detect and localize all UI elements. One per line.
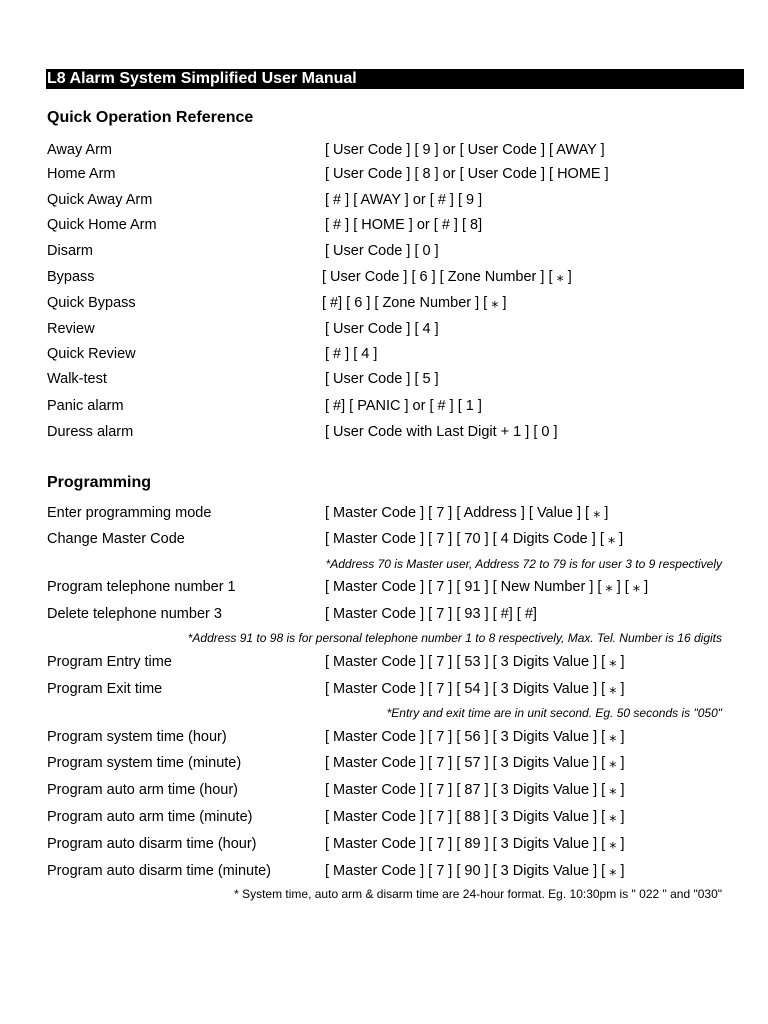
operation-label: Panic alarm <box>47 398 124 414</box>
key-sequence: [ Master Code ] [ 7 ] [ 91 ] [ New Number ] [ ⁎ ] [ ⁎ ] <box>325 579 649 595</box>
operation-label: Program auto disarm time (minute) <box>47 863 272 879</box>
reference-row-bypass <box>0 267 768 287</box>
programming-row-exit-time <box>0 679 768 699</box>
key-sequence: [ Master Code ] [ 7 ] [ 93 ] [ #] [ #] <box>325 606 537 622</box>
reference-row-duress-alarm <box>0 422 768 442</box>
key-sequence: [ User Code with Last Digit + 1 ] [ 0 ] <box>325 424 558 440</box>
key-sequence: [ Master Code ] [ 7 ] [ 54 ] [ 3 Digits Value ] [ ⁎ ] <box>325 681 625 697</box>
key-sequence: [ Master Code ] [ 7 ] [ 56 ] [ 3 Digits Value ] [ ⁎ ] <box>325 729 625 745</box>
key-sequence: [ User Code ] [ 9 ] or [ User Code ] [ AWAY ] <box>325 142 605 158</box>
reference-row-walk-test <box>0 369 768 389</box>
key-sequence: [ User Code ] [ 8 ] or [ User Code ] [ HOME ] <box>325 166 609 182</box>
reference-row-quick-away-arm <box>0 190 768 210</box>
operation-label: Away Arm <box>47 142 113 158</box>
programming-heading: Programming <box>47 474 152 491</box>
key-sequence: [ # ] [ HOME ] or [ # ] [ 8] <box>325 217 483 233</box>
programming-row-auto-disarm-hour <box>0 834 768 854</box>
key-sequence: [ Master Code ] [ 7 ] [ Address ] [ Value ] [ ⁎ ] <box>325 505 609 521</box>
key-sequence: [ Master Code ] [ 7 ] [ 89 ] [ 3 Digits Value ] [ ⁎ ] <box>325 836 625 852</box>
operation-label: Quick Bypass <box>47 295 136 311</box>
key-sequence: [ #] [ 6 ] [ Zone Number ] [ ⁎ ] <box>322 295 507 311</box>
key-sequence: [ # ] [ 4 ] <box>325 346 378 362</box>
operation-label: Delete telephone number 3 <box>47 606 222 622</box>
key-sequence: [ User Code ] [ 0 ] <box>325 243 439 259</box>
key-sequence: [ User Code ] [ 6 ] [ Zone Number ] [ ⁎ ] <box>322 269 572 285</box>
key-sequence: [ Master Code ] [ 7 ] [ 90 ] [ 3 Digits Value ] [ ⁎ ] <box>325 863 625 879</box>
quick-reference-heading: Quick Operation Reference <box>47 109 254 126</box>
operation-label: Program Entry time <box>47 654 172 670</box>
operation-label: Program auto disarm time (hour) <box>47 836 257 852</box>
operation-label: Program system time (minute) <box>47 755 242 771</box>
key-sequence: [ User Code ] [ 5 ] <box>325 371 439 387</box>
key-sequence: [ Master Code ] [ 7 ] [ 88 ] [ 3 Digits Value ] [ ⁎ ] <box>325 809 625 825</box>
programming-row-auto-arm-hour <box>0 780 768 800</box>
key-sequence: [ Master Code ] [ 7 ] [ 53 ] [ 3 Digits Value ] [ ⁎ ] <box>325 654 625 670</box>
operation-label: Program Exit time <box>47 681 163 697</box>
key-sequence: [ Master Code ] [ 7 ] [ 70 ] [ 4 Digits Code ] [ ⁎ ] <box>325 531 624 547</box>
reference-row-home-arm <box>0 164 768 184</box>
key-sequence: [ User Code ] [ 4 ] <box>325 321 439 337</box>
key-sequence: [ #] [ PANIC ] or [ # ] [ 1 ] <box>325 398 482 414</box>
operation-label: Quick Away Arm <box>47 192 153 208</box>
operation-label: Quick Home Arm <box>47 217 157 233</box>
reference-row-review <box>0 319 768 339</box>
footnote-telephone-addresses: *Address 91 to 98 is for personal telephone number 1 to 8 respectively, Max. Tel. Number is 16 digits <box>187 631 722 645</box>
programming-row-enter-mode <box>0 503 768 523</box>
operation-label: Review <box>47 321 95 337</box>
document-title: L8 Alarm System Simplified User Manual <box>46 69 744 89</box>
reference-row-disarm <box>0 241 768 261</box>
operation-label: Program auto arm time (hour) <box>47 782 238 798</box>
key-sequence: [ Master Code ] [ 7 ] [ 57 ] [ 3 Digits Value ] [ ⁎ ] <box>325 755 625 771</box>
footnote-address-users: *Address 70 is Master user, Address 72 to 79 is for user 3 to 9 respectively <box>325 557 722 571</box>
operation-label: Home Arm <box>47 166 116 182</box>
programming-row-system-time-minute <box>0 753 768 773</box>
programming-row-auto-arm-minute <box>0 807 768 827</box>
reference-row-quick-bypass <box>0 293 768 313</box>
operation-label: Bypass <box>47 269 95 285</box>
operation-label: Walk-test <box>47 371 107 387</box>
programming-row-auto-disarm-minute <box>0 861 768 881</box>
operation-label: Enter programming mode <box>47 505 212 521</box>
operation-label: Program telephone number 1 <box>47 579 236 595</box>
programming-row-system-time-hour <box>0 727 768 747</box>
operation-label: Change Master Code <box>47 531 185 547</box>
programming-row-telephone-1 <box>0 577 768 597</box>
programming-row-delete-telephone-3 <box>0 604 768 624</box>
key-sequence: [ Master Code ] [ 7 ] [ 87 ] [ 3 Digits Value ] [ ⁎ ] <box>325 782 625 798</box>
reference-row-quick-review <box>0 344 768 364</box>
programming-row-change-master-code <box>0 529 768 549</box>
operation-label: Duress alarm <box>47 424 134 440</box>
key-sequence: [ # ] [ AWAY ] or [ # ] [ 9 ] <box>325 192 483 208</box>
operation-label: Disarm <box>47 243 93 259</box>
operation-label: Program auto arm time (minute) <box>47 809 253 825</box>
operation-label: Program system time (hour) <box>47 729 227 745</box>
reference-row-panic-alarm <box>0 396 768 416</box>
reference-row-quick-home-arm <box>0 215 768 235</box>
programming-row-entry-time <box>0 652 768 672</box>
operation-label: Quick Review <box>47 346 136 362</box>
reference-row-away-arm <box>0 140 768 160</box>
footnote-entry-exit-time: *Entry and exit time are in unit second. Eg. 50 seconds is "050" <box>386 706 722 720</box>
footnote-24-hour-format: * System time, auto arm & disarm time are 24-hour format. Eg. 10:30pm is " 022 " and "030" <box>234 887 722 901</box>
